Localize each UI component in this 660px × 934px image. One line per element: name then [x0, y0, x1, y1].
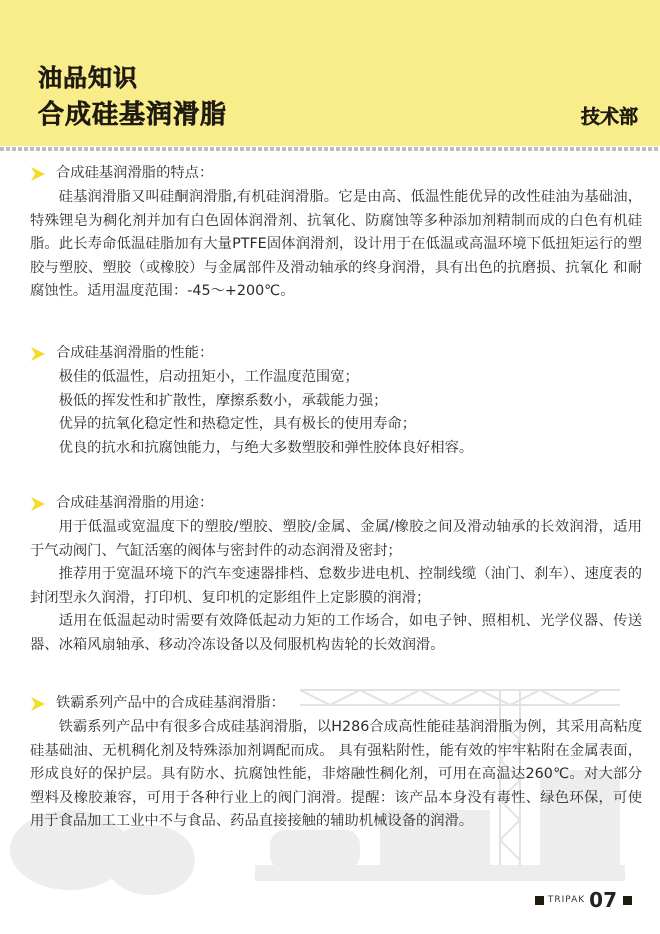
paragraph: 硅基润滑脂又叫硅酮润滑脂,有机硅润滑脂。它是由高、低温性能优异的改性硅油为基础油，特殊锂皂为稠化剂并加有白色固体润滑剂、抗氧化、防腐蚀等多种添加剂精制而成的白色有机硅脂。此长寿命低温硅脂加有大量PTFE固体润滑剂，设计用于在低温或高温环境下低扭矩运行的塑胶与塑胶、塑胶（或橡胶）与金属部件及滑动轴承的终身润滑，具有出色的抗磨损、抗氧化 和耐腐蚀性。适用温度范围：-45～+200℃。: [30, 189, 642, 299]
page-footer: [535, 888, 632, 912]
section-heading-text: 合成硅基润滑脂的特点：: [56, 165, 214, 182]
list-item: 极低的挥发性和扩散性，摩擦系数小，承载能力强；: [58, 392, 388, 409]
section-heading: [30, 492, 642, 516]
header-divider: [0, 147, 660, 151]
section-heading: [30, 692, 642, 716]
square-icon: [535, 896, 544, 905]
paragraph: 适用在低温起动时需要有效降低起动力矩的工作场合，如电子钟、照相机、光学仪器、传送器、冰箱风扇轴承、移动冷冻设备以及伺服机构齿轮的长效润滑。: [30, 613, 642, 653]
section-tiebao-products: [30, 692, 642, 834]
section-applications: [30, 492, 642, 657]
arrow-right-icon: [30, 696, 46, 712]
paragraph: 推荐用于宽温环境下的汽车变速器排档、怠数步进电机、控制线缆（油门、刹车）、速度表的封闭型永久润滑，打印机、复印机的定影组件上定影膜的润滑；: [30, 566, 642, 606]
paragraph: 用于低温或宽温度下的塑胶/塑胶、塑胶/金属、金属/橡胶之间及滑动轴承的长效润滑，适用于气动阀门、气缸活塞的阀体与密封件的动态润滑及密封；: [30, 519, 642, 559]
section-heading: [30, 342, 642, 366]
arrow-right-icon: [30, 496, 46, 512]
brand-name: TRIPAK: [547, 895, 586, 905]
page-title: 合成硅基润滑脂: [38, 100, 228, 130]
section-heading-text: 铁霸系列产品中的合成硅基润滑脂：: [56, 695, 285, 712]
list-item: 优异的抗氧化稳定性和热稳定性，具有极长的使用寿命；: [58, 416, 417, 432]
arrow-right-icon: [30, 166, 46, 182]
section-heading: [30, 162, 642, 186]
page-header: [0, 0, 660, 146]
paragraph: 铁霸系列产品中有很多合成硅基润滑脂，以H286合成高性能硅基润滑脂为例，其采用高粘度硅基础油、无机稠化剂及特殊添加剂调配而成。 具有强粘附性，能有效的牢牢粘附在金属表面，形成良好的保护层。具有防水、抗腐蚀性能，非熔融性稠化剂，可用在高温达260℃。对大部分塑料及橡胶兼容，可用于各种行业上的阀门润滑。提醒：该产品本身没有毒性、绿色环保，可使用于食品加工工业中不与食品、药品直接接触的辅助机械设备的润滑。: [30, 719, 642, 829]
section-features: [30, 162, 642, 304]
department-label: 技术部: [580, 106, 638, 128]
arrow-right-icon: [30, 346, 46, 362]
page-number: 07: [589, 888, 617, 912]
list-item: 优良的抗水和抗腐蚀能力，与绝大多数塑胶和弹性胶体良好相容。: [58, 439, 474, 456]
square-icon: [623, 896, 632, 905]
section-performance: [30, 342, 642, 460]
section-heading-text: 合成硅基润滑脂的性能：: [56, 345, 214, 362]
category-title: 油品知识: [38, 64, 138, 92]
list-item: 极佳的低温性，启动扭矩小，工作温度范围宽；: [58, 369, 359, 385]
section-heading-text: 合成硅基润滑脂的用途：: [56, 495, 214, 512]
